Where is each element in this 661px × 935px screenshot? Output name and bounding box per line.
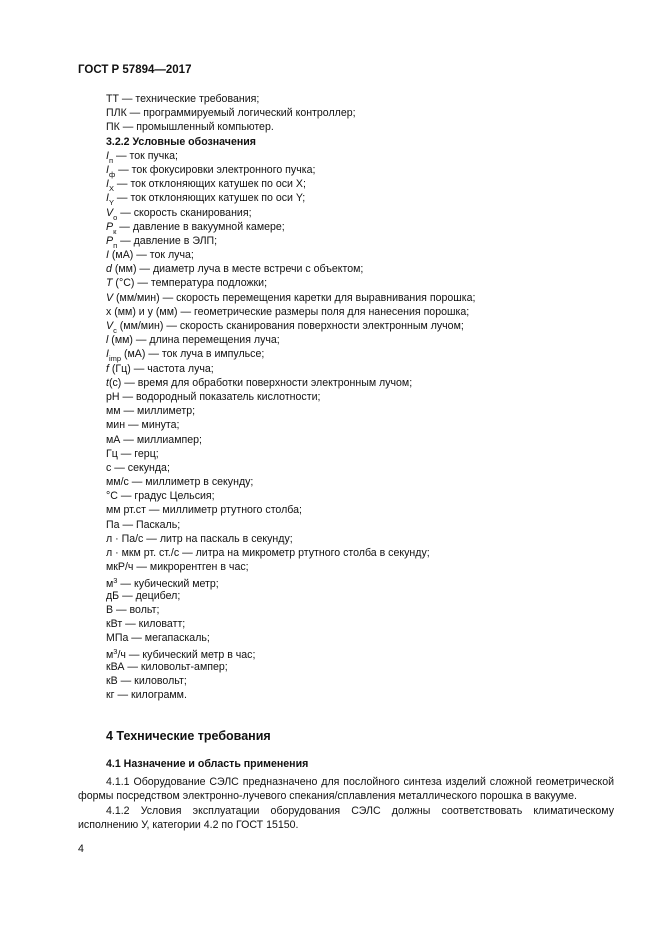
symbol-item <box>106 234 475 248</box>
symbol-item <box>106 177 475 194</box>
symbol-item <box>106 333 475 347</box>
paragraph-4-1-1: 4.1.1 Оборудование СЭЛС предназначено для послойного синтеза изделий сложной геометрической формы посредством электронно-лучевого спекания/сплавления металлического порошка в вакууме. <box>78 776 614 803</box>
symbol-letter: I <box>106 163 109 176</box>
abbreviation-item: ПК — промышленный компьютер. <box>106 121 274 134</box>
unit-item: кг — килограмм. <box>106 688 187 701</box>
symbol-item <box>106 319 475 336</box>
symbol-item <box>106 248 475 262</box>
unit-item: мА — миллиампер; <box>106 433 202 446</box>
symbol-item <box>106 149 475 163</box>
symbol-item <box>106 191 475 208</box>
unit-item-cubic-meter-per-hour: $м^3/ч$ — кубический метр в час; <box>106 647 256 662</box>
symbol-subscript: X <box>108 184 114 194</box>
symbol-letter: I <box>106 249 109 262</box>
symbol-description: (мм/мин) — скорость сканирования поверхности электронным лучом; <box>116 320 464 332</box>
symbol-description: (мм) — длина перемещения луча; <box>108 334 280 347</box>
unit-item: дБ — децибел; <box>106 589 181 602</box>
subsection-heading: 4.1 Назначение и область применения <box>106 758 309 770</box>
symbol-subscript: ф <box>108 170 116 180</box>
abbreviation-item: ТТ — технические требования; <box>106 93 260 105</box>
abbreviation-item: ПЛК — программируемый логический контроллер; <box>106 107 356 120</box>
symbol-description: (мм) — диаметр луча в месте встречи с объектом; <box>111 263 364 276</box>
symbol-item <box>106 362 475 376</box>
symbol-subscript: к <box>113 226 117 236</box>
symbol-item <box>106 347 475 364</box>
unit-item: кВА — киловольт-ампер; <box>106 660 228 673</box>
symbol-letter: I <box>106 348 109 361</box>
symbol-subscript: п <box>113 240 118 250</box>
symbol-subscript: imp <box>108 354 122 364</box>
section-title: 4 Технические требования <box>106 729 271 743</box>
symbol-letter: T <box>106 277 113 290</box>
symbol-letter: d <box>106 263 112 276</box>
unit-item: с — секунда; <box>106 461 170 474</box>
unit-item: Па — Паскаль; <box>106 518 181 531</box>
symbol-subscript: п <box>108 155 114 165</box>
unit-item: мин — минута; <box>106 419 180 432</box>
symbol-item <box>106 376 475 390</box>
unit-item: мм — миллиметр; <box>106 405 196 418</box>
symbol-description: (°C) — температура подложки; <box>112 277 268 290</box>
unit-item: л · Па/с — литр на паскаль в секунду; <box>106 532 293 545</box>
symbol-item <box>106 220 475 234</box>
unit-item: л · мкм рт. ст./с — литра на микрометр ртутного столба в секунду; <box>106 547 430 559</box>
unit-item: МПа — мегапаскаль; <box>106 632 210 645</box>
symbol-item <box>106 305 475 319</box>
symbols-list <box>106 149 475 390</box>
paragraph-4-1-2: 4.1.2 Условия эксплуатации оборудования СЭЛС должны соответствовать климатическому исполнению У, категории 4.2 по ГОСТ 15150. <box>78 805 614 832</box>
unit-item: кВ — киловольт; <box>106 674 187 687</box>
symbol-description: — ток отклоняющих катушек по оси X; <box>113 178 306 191</box>
symbol-letter: V <box>106 206 114 219</box>
document-header: ГОСТ Р 57894—2017 <box>78 64 192 76</box>
unit-item: мм рт.ст — миллиметр ртутного столба; <box>106 504 302 517</box>
symbol-description: (мА) — ток луча; <box>108 249 194 262</box>
unit-item-cubic-meter: $м^3$ — кубический метр; <box>106 576 219 591</box>
unit-item: pH — водородный показатель кислотности; <box>106 390 321 403</box>
symbol-description: (c) — время для обработки поверхности электронным лучом; <box>108 376 413 389</box>
symbol-item <box>106 206 475 220</box>
definitions-list <box>106 92 475 702</box>
symbol-letter: I <box>106 149 109 162</box>
unit-item: мкР/ч — микрорентген в час; <box>106 561 249 574</box>
symbol-description: — ток фокусировки электронного пучка; <box>115 163 316 176</box>
symbol-description: — давление в вакуумной камере; <box>116 220 285 233</box>
symbol-description: (мА) — ток луча в импульсе; <box>121 348 265 361</box>
symbol-description: — ток пучка; <box>113 149 178 162</box>
symbol-letter: V <box>106 291 114 304</box>
unit-item: °C — градус Цельсия; <box>106 490 215 503</box>
symbol-item <box>106 262 475 276</box>
symbol-letter: I <box>106 178 109 191</box>
symbol-item <box>106 291 475 305</box>
symbol-subscript: o <box>113 212 118 222</box>
symbol-description: — давление в ЭЛП; <box>117 234 218 247</box>
symbol-letter: P <box>106 220 114 233</box>
symbol-item <box>106 163 475 180</box>
page-number: 4 <box>78 843 84 855</box>
symbol-description: x (мм) и y (мм) — геометрические размеры поля для нанесения порошка; <box>106 305 470 318</box>
symbol-description: — ток отклоняющих катушек по оси Y; <box>113 192 306 205</box>
symbol-description: (мм/мин) — скорость перемещения каретки для выравнивания порошка; <box>113 291 476 304</box>
symbol-letter: t <box>106 376 109 389</box>
symbol-letter: l <box>106 334 109 347</box>
symbol-description: — скорость сканирования; <box>117 206 252 219</box>
symbol-letter: f <box>106 362 109 375</box>
unit-item: В — вольт; <box>106 603 160 616</box>
unit-item: Гц — герц; <box>106 447 159 460</box>
symbol-letter: I <box>106 192 109 205</box>
symbol-item <box>106 276 475 290</box>
subsection-title: 3.2.2 Условные обозначения <box>106 135 256 148</box>
symbol-letter: P <box>106 234 114 247</box>
symbol-subscript: Y <box>108 198 114 208</box>
symbol-description: (Гц) — частота луча; <box>108 362 214 375</box>
symbol-subscript: c <box>113 326 117 336</box>
unit-item: мм/с — миллиметр в секунду; <box>106 476 254 489</box>
symbol-letter: V <box>106 320 114 332</box>
unit-item: кВт — киловатт; <box>106 617 186 630</box>
